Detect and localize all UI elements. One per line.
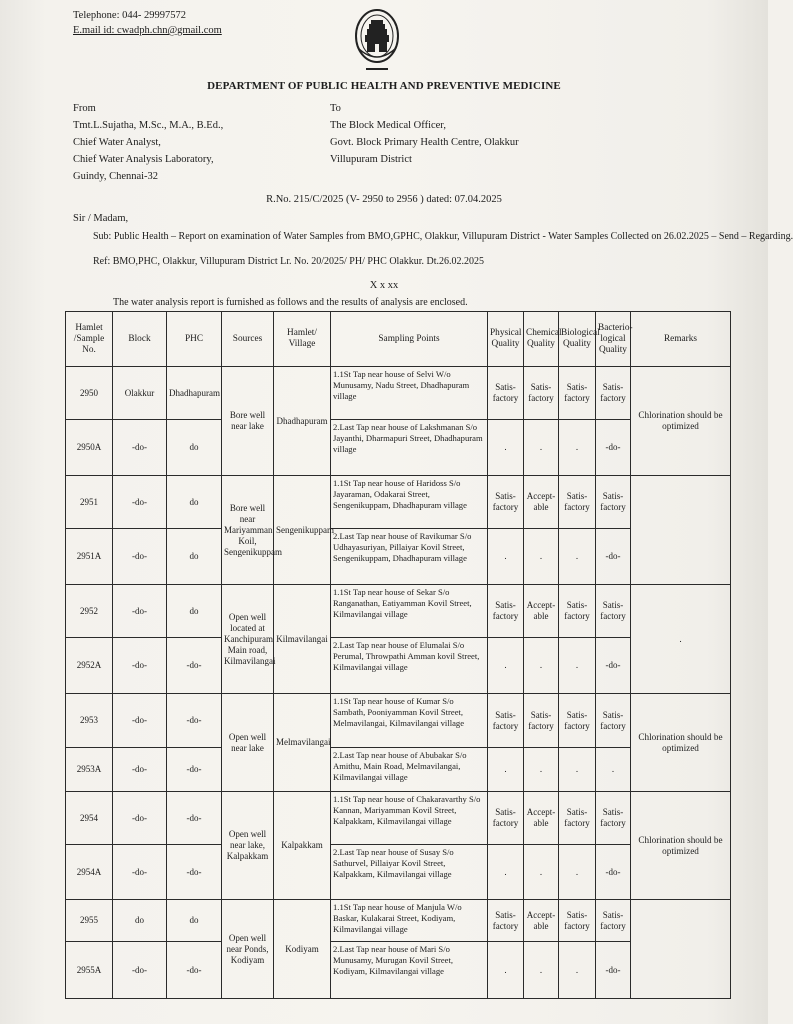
remarks-cell [631, 476, 731, 585]
sampling-point: 1.1St Tap near house of Sekar S/o Ranganathan, Eatiyamman Kovil Street, Kilmavilangai village [331, 585, 488, 638]
sample-no: 2955 [66, 900, 113, 942]
header-hamlet: Hamlet/ Village [274, 312, 331, 367]
physical-quality: . [488, 845, 524, 900]
biological-quality: Satis-factory [559, 367, 596, 420]
remarks-cell: Chlorination should be optimized [631, 792, 731, 900]
source-cell: Open well near lake [222, 694, 274, 792]
bacteriological-quality: Satis-factory [596, 792, 631, 845]
subject-line [93, 231, 793, 242]
phc-cell: do [167, 476, 222, 529]
department-title: DEPARTMENT OF PUBLIC HEALTH AND PREVENTIVE MEDICINE [207, 80, 561, 92]
block-cell: -do- [113, 748, 167, 792]
sampling-point: 2.Last Tap near house of Lakshmanan S/o Jayanthi, Dharmapuri Street, Dhadhapuram village [331, 420, 488, 476]
phc-cell: do [167, 420, 222, 476]
source-cell: Open well near lake, Kalpakkam [222, 792, 274, 900]
sample-no: 2950A [66, 420, 113, 476]
from-label: From [73, 103, 96, 114]
biological-quality: . [559, 845, 596, 900]
header-chemical: Chemical Quality [524, 312, 559, 367]
phc-cell: do [167, 900, 222, 942]
table-row [66, 476, 731, 529]
from-line: Chief Water Analyst, [73, 137, 161, 148]
hamlet-cell: Kilmavilangai [274, 585, 331, 694]
sample-no: 2950 [66, 367, 113, 420]
header-sampling-points: Sampling Points [331, 312, 488, 367]
physical-quality: Satis-factory [488, 367, 524, 420]
block-cell: -do- [113, 638, 167, 694]
to-line: Villupuram District [330, 154, 412, 165]
reference-number: R.No. 215/C/2025 (V- 2950 to 2956 ) dated: 07.04.2025 [266, 194, 502, 205]
hamlet-cell: Kalpakkam [274, 792, 331, 900]
biological-quality: Satis-factory [559, 585, 596, 638]
email-line [73, 23, 222, 38]
physical-quality: Satis-factory [488, 900, 524, 942]
bacteriological-quality: Satis-factory [596, 476, 631, 529]
chemical-quality: . [524, 942, 559, 999]
block-cell: -do- [113, 585, 167, 638]
table-row [66, 585, 731, 638]
chemical-quality: Satis-factory [524, 694, 559, 748]
ref-text: BMO,PHC, Olakkur, Villupuram District Lr. No. 20/2025/ PH/ PHC Olakkur. Dt.26.02.2025 [112, 256, 485, 267]
separator-mark: X x xx [369, 280, 399, 291]
phc-cell: -do- [167, 748, 222, 792]
chemical-quality: . [524, 845, 559, 900]
physical-quality: Satis-factory [488, 476, 524, 529]
government-emblem-icon [352, 6, 402, 76]
header-phc: PHC [167, 312, 222, 367]
hamlet-cell: Kodiyam [274, 900, 331, 999]
remarks-cell: Chlorination should be optimized [631, 694, 731, 792]
to-line: Govt. Block Primary Health Centre, Olakkur [330, 137, 519, 148]
chemical-quality: Accept-able [524, 476, 559, 529]
physical-quality: . [488, 638, 524, 694]
chemical-quality: Accept-able [524, 900, 559, 942]
block-cell: do [113, 900, 167, 942]
intro-text: The water analysis report is furnished as follows and the results of analysis are enclosed. [113, 297, 468, 308]
sampling-point: 1.1St Tap near house of Chakaravarthy S/o Kannan, Mariyamman Kovil Street, Kalpakkam, Kilmavilangai village [331, 792, 488, 845]
subject-label: Sub: [93, 231, 112, 242]
table-body [66, 367, 731, 999]
salutation: Sir / Madam, [73, 213, 129, 224]
source-cell: Bore well near Mariyamman Koil, Sengenikuppam [222, 476, 274, 585]
source-cell: Open well near Ponds, Kodiyam [222, 900, 274, 999]
telephone: Telephone: 044- 29997572 [73, 10, 186, 21]
bacteriological-quality: -do- [596, 638, 631, 694]
physical-quality: . [488, 942, 524, 999]
bacteriological-quality: Satis-factory [596, 694, 631, 748]
sample-no: 2951 [66, 476, 113, 529]
sampling-point: 1.1St Tap near house of Manjula W/o Baskar, Kulakarai Street, Kodiyam, Kilmavilangai village [331, 900, 488, 942]
table-row [66, 792, 731, 845]
sampling-point: 2.Last Tap near house of Abubakar S/o Amithu, Main Road, Melmavilangai, Kilmavilangai village [331, 748, 488, 792]
bacteriological-quality: -do- [596, 420, 631, 476]
from-line: Chief Water Analysis Laboratory, [73, 154, 214, 165]
to-line: The Block Medical Officer, [330, 120, 447, 131]
reference-line [93, 256, 484, 267]
chemical-quality: Satis-factory [524, 367, 559, 420]
email-label: E.mail id: [73, 25, 118, 36]
from-line: Tmt.L.Sujatha, M.Sc., M.A., B.Ed., [73, 120, 224, 131]
to-label: To [330, 103, 341, 114]
sampling-point: 2.Last Tap near house of Elumalai S/o Perumal, Throwpathi Amman kovil Street, Kilmavilangai village [331, 638, 488, 694]
sampling-point: 2.Last Tap near house of Ravikumar S/o Udhayasuriyan, Pillaiyar Kovil Street, Sengenikuppam, Dhadhapuram village [331, 529, 488, 585]
biological-quality: . [559, 942, 596, 999]
physical-quality: Satis-factory [488, 585, 524, 638]
to-address [330, 100, 519, 168]
phc-cell: -do- [167, 792, 222, 845]
chemical-quality: . [524, 529, 559, 585]
header-bacteriological: Bacterio-logical Quality [596, 312, 631, 367]
hamlet-cell: Dhadhapuram [274, 367, 331, 476]
sample-no: 2953 [66, 694, 113, 748]
table-row [66, 900, 731, 942]
header-physical: Physical Quality [488, 312, 524, 367]
sample-no: 2952A [66, 638, 113, 694]
ref-label: Ref: [93, 256, 111, 267]
remarks-cell [631, 900, 731, 999]
bacteriological-quality: Satis-factory [596, 585, 631, 638]
hamlet-cell: Melmavilangai [274, 694, 331, 792]
biological-quality: . [559, 420, 596, 476]
bacteriological-quality: . [596, 748, 631, 792]
physical-quality: Satis-factory [488, 694, 524, 748]
bacteriological-quality: Satis-factory [596, 900, 631, 942]
header-remarks: Remarks [631, 312, 731, 367]
chemical-quality: . [524, 638, 559, 694]
chemical-quality: . [524, 420, 559, 476]
bacteriological-quality: -do- [596, 529, 631, 585]
phc-cell: do [167, 585, 222, 638]
from-line: Guindy, Chennai-32 [73, 171, 159, 182]
block-cell: -do- [113, 792, 167, 845]
sampling-point: 1.1St Tap near house of Kumar S/o Sambath, Pooniyamman Kovil Street, Melmavilangai, Kilmavilangai village [331, 694, 488, 748]
block-cell: -do- [113, 529, 167, 585]
email-link[interactable]: cwadph.chn@gmail.com [117, 25, 222, 36]
phc-cell: do [167, 529, 222, 585]
table-row [66, 367, 731, 420]
table-header-row [66, 312, 731, 367]
header-sample-no: Hamlet /Sample No. [66, 312, 113, 367]
sampling-point: 1.1St Tap near house of Haridoss S/o Jayaraman, Odakarai Street, Sengenikuppam, Dhadhapuram village [331, 476, 488, 529]
header-sources: Sources [222, 312, 274, 367]
source-cell: Open well located at Kanchipuram Main road, Kilmavilangai [222, 585, 274, 694]
bacteriological-quality: Satis-factory [596, 367, 631, 420]
sample-no: 2951A [66, 529, 113, 585]
biological-quality: . [559, 529, 596, 585]
water-analysis-table [65, 311, 731, 999]
from-address [73, 100, 223, 185]
chemical-quality: Accept-able [524, 585, 559, 638]
biological-quality: Satis-factory [559, 900, 596, 942]
table-row [66, 694, 731, 748]
phc-cell: -do- [167, 845, 222, 900]
chemical-quality: Accept-able [524, 792, 559, 845]
physical-quality: . [488, 529, 524, 585]
biological-quality: . [559, 638, 596, 694]
header-biological: Biological Quality [559, 312, 596, 367]
header-block: Block [113, 312, 167, 367]
phc-cell: -do- [167, 694, 222, 748]
bacteriological-quality: -do- [596, 845, 631, 900]
source-cell: Bore well near lake [222, 367, 274, 476]
block-cell: Olakkur [113, 367, 167, 420]
block-cell: -do- [113, 420, 167, 476]
phc-cell: -do- [167, 942, 222, 999]
contact-block [73, 8, 222, 38]
biological-quality: Satis-factory [559, 476, 596, 529]
sampling-point: 1.1St Tap near house of Selvi W/o Munusamy, Nadu Street, Dhadhapuram village [331, 367, 488, 420]
remarks-cell: . [631, 585, 731, 694]
block-cell: -do- [113, 476, 167, 529]
sampling-point: 2.Last Tap near house of Mari S/o Munusamy, Murugan Kovil Street, Kodiyam, Kilmavilangai village [331, 942, 488, 999]
phc-cell: Dhadhapuram [167, 367, 222, 420]
physical-quality: . [488, 748, 524, 792]
sample-no: 2953A [66, 748, 113, 792]
subject-text: Public Health – Report on examination of Water Samples from BMO,GPHC, Olakkur, Villupuram District - Water Samples Collected on 26.02.2025 – Send – Regarding. [113, 231, 793, 242]
bacteriological-quality: -do- [596, 942, 631, 999]
phc-cell: -do- [167, 638, 222, 694]
biological-quality: Satis-factory [559, 694, 596, 748]
sample-no: 2954 [66, 792, 113, 845]
biological-quality: Satis-factory [559, 792, 596, 845]
sample-no: 2952 [66, 585, 113, 638]
block-cell: -do- [113, 942, 167, 999]
sample-no: 2954A [66, 845, 113, 900]
physical-quality: Satis-factory [488, 792, 524, 845]
physical-quality: . [488, 420, 524, 476]
block-cell: -do- [113, 694, 167, 748]
block-cell: -do- [113, 845, 167, 900]
sampling-point: 2.Last Tap near house of Susay S/o Sathurvel, Pillaiyar Kovil Street, Kalpakkam, Kilmavilangai village [331, 845, 488, 900]
hamlet-cell: Sengenikuppam [274, 476, 331, 585]
sample-no: 2955A [66, 942, 113, 999]
chemical-quality: . [524, 748, 559, 792]
biological-quality: . [559, 748, 596, 792]
remarks-cell: Chlorination should be optimized [631, 367, 731, 476]
